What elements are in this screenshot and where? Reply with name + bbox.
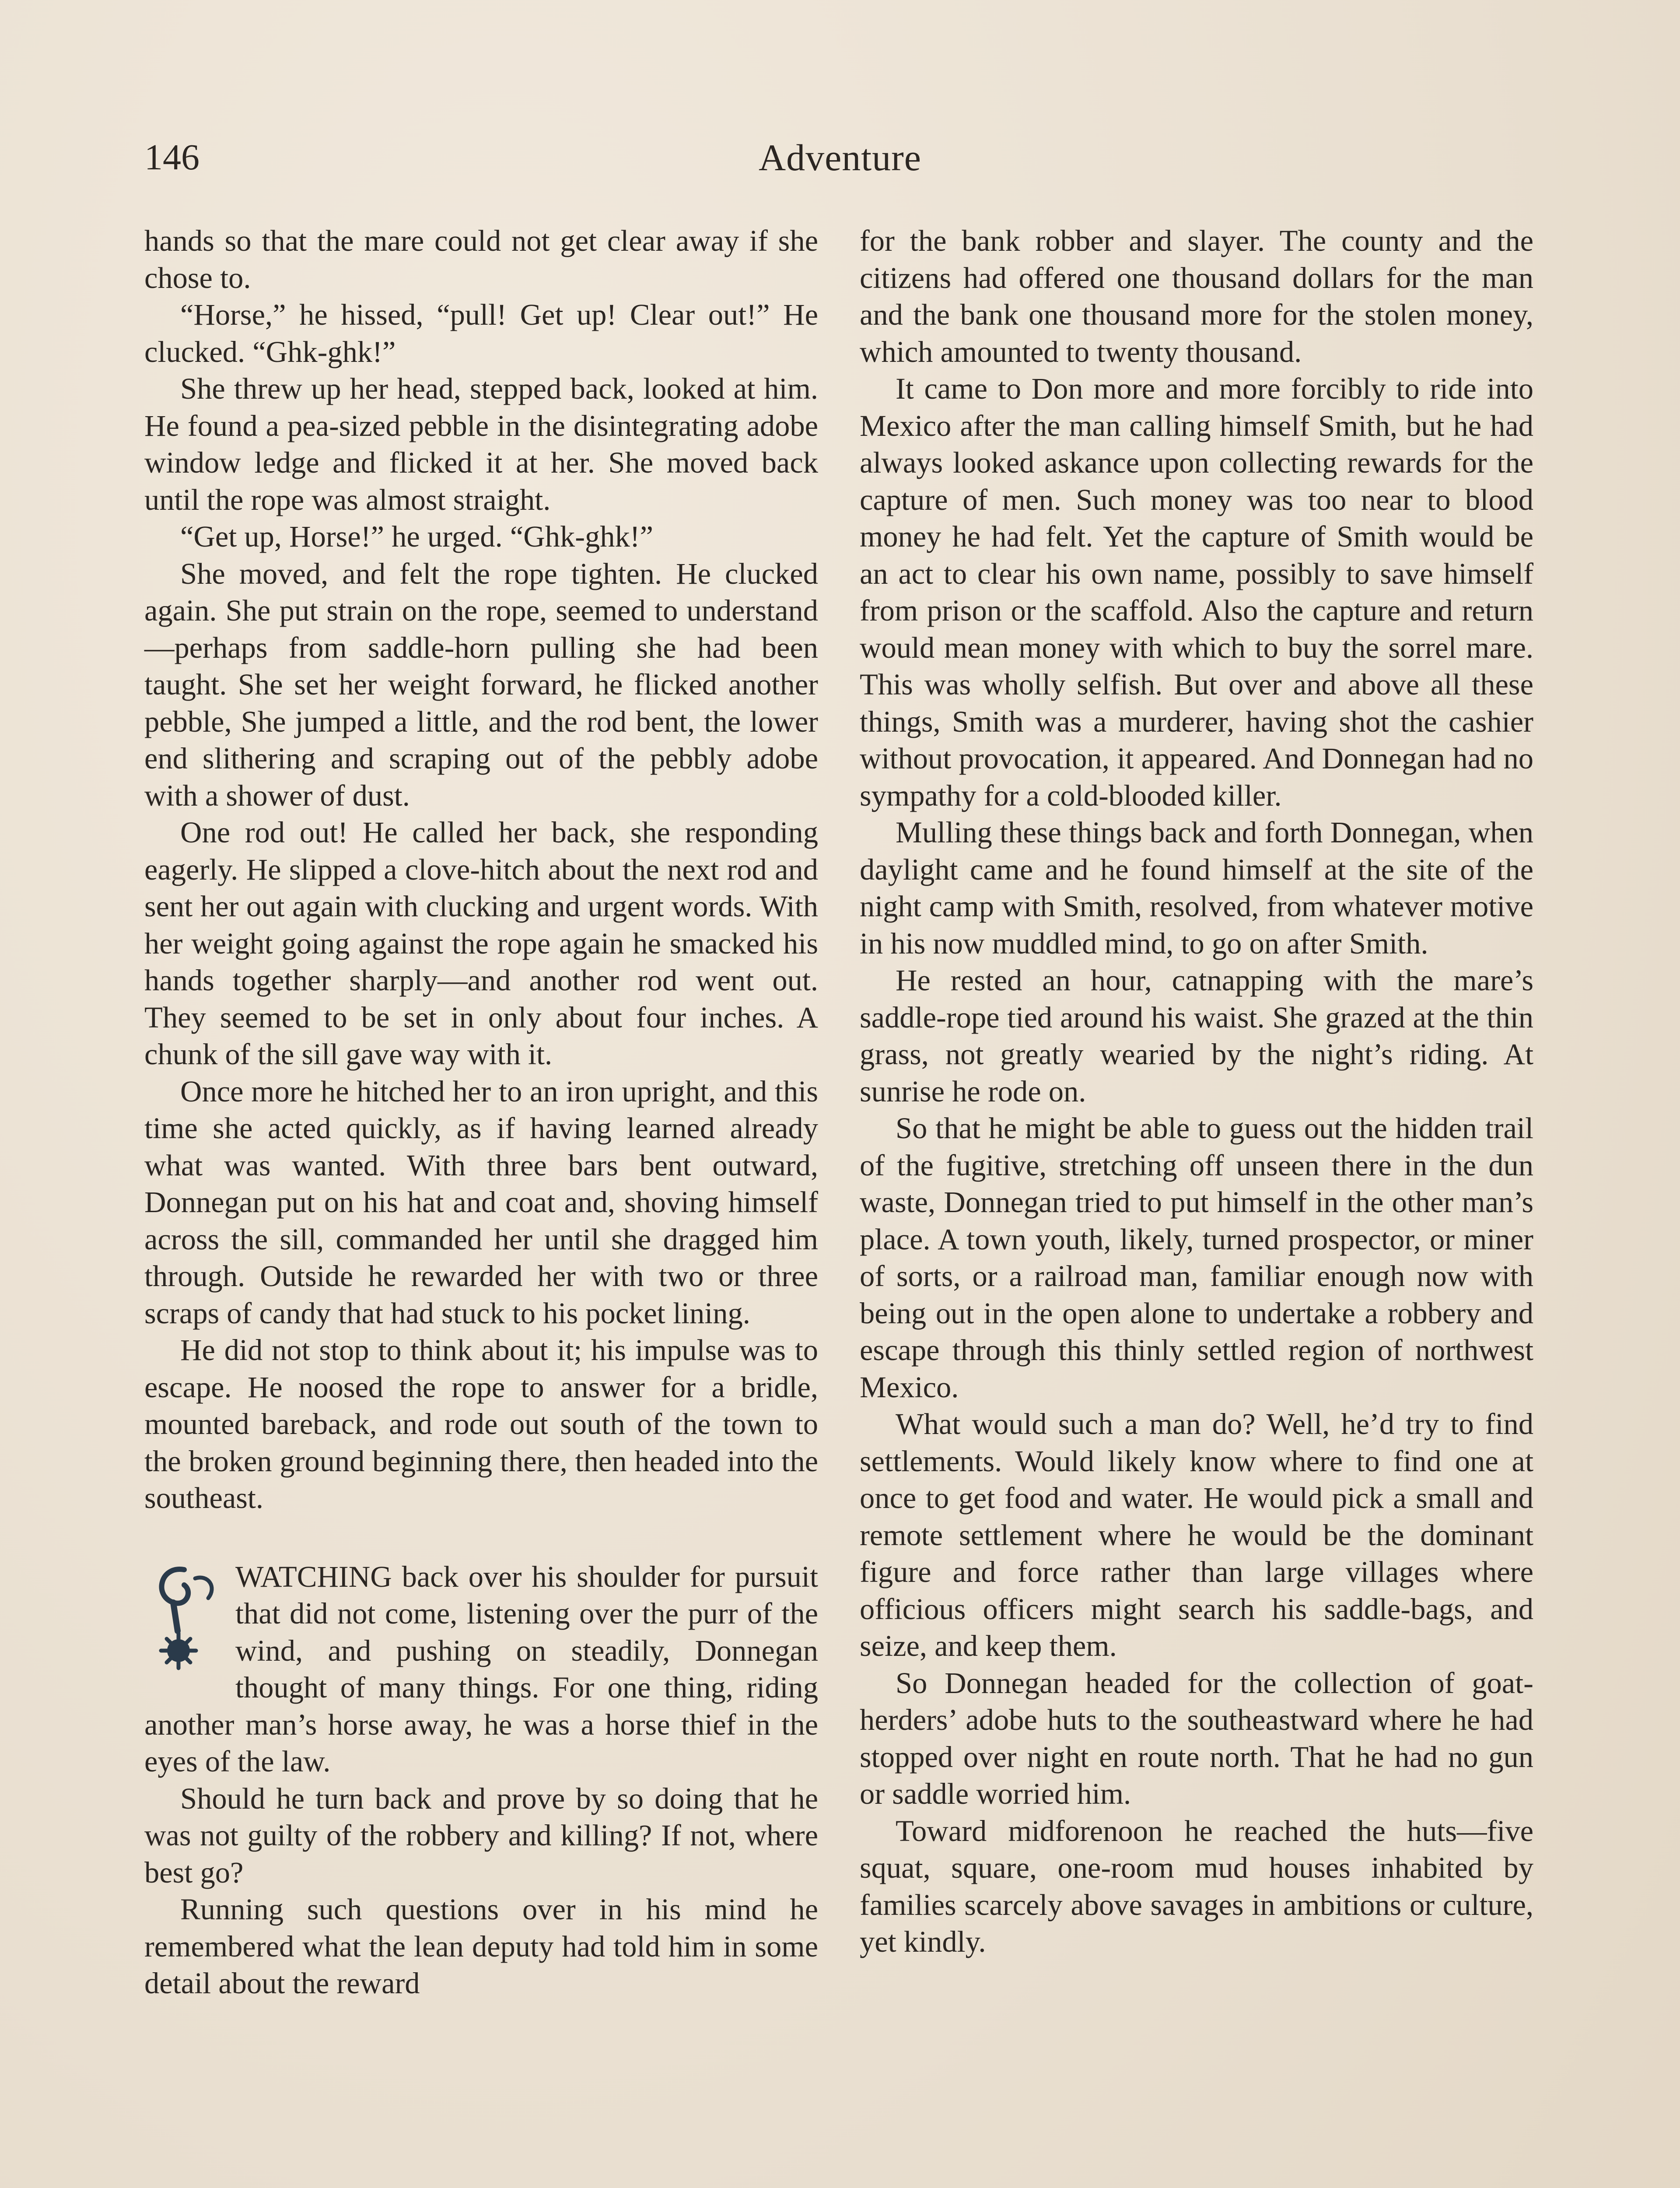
page-header <box>144 131 1536 193</box>
paragraph: He rested an hour, catnapping with the mare’s saddle-rope tied around his waist. She grazed at the thin grass, not greatly wearied by the night’s riding. At sunrise he rode on. <box>860 964 1533 1108</box>
paragraph: hands so that the mare could not get clear away if she chose to. <box>144 224 818 295</box>
paragraph: Should he turn back and prove by so doing that he was not guilty of the robbery and killing? If not, where best go? <box>144 1781 818 1889</box>
paragraph: Running such questions over in his mind he remembered what the lean deputy had told him in some detail about the reward <box>144 1893 818 2000</box>
paragraph: So that he might be able to guess out the hidden trail of the fugitive, stretching off unseen there in the dun waste, Donnegan tried to put himself in the other man’s place. A town youth, likely, turned prospector, or miner of sorts, or a railroad man, familiar enough now with being out in the open alone to undertake a robbery and escape through this thinly settled region of northwest Mexico. <box>860 1112 1533 1404</box>
left-column <box>144 222 818 2002</box>
paragraph: She threw up her head, stepped back, looked at him. He found a pea-sized pebble in the disintegrating adobe window ledge and flicked it at her. She moved back until the rope was almost straight. <box>144 372 818 516</box>
right-column <box>860 222 1533 1960</box>
paragraph: So Donnegan headed for the collection of goat-herders’ adobe huts to the southeastward where he had stopped over night en route north. That he had no gun or saddle worried him. <box>860 1666 1533 1810</box>
page-number: 146 <box>144 137 200 178</box>
paragraph: What would such a man do? Well, he’d try to find settlements. Would likely know where to find one at once to get food and water. He would pick a small and remote settlement where he would be the dominant figure and force rather than large villages where officious officers might search his saddle-bags, and seize, and keep them. <box>860 1407 1533 1662</box>
paragraph: It came to Don more and more forcibly to ride into Mexico after the man calling himself Smith, but he had always looked askance upon collecting rewards for the capture of men. Such money was too near to blood money he had felt. Yet the capture of Smith would be an act to clear his own name, possibly to save himself from prison or the scaffold. Also the capture and return would mean money with which to buy the sorrel mare. This was wholly selfish. But over and above all these things, Smith was a murderer, having shot the cashier without provocation, it appeared. And Donnegan had no sympathy for a cold-blooded killer. <box>860 372 1533 812</box>
paragraph: Once more he hitched her to an iron upright, and this time she acted quickly, as if having learned already what was wanted. With three bars bent outward, Donnegan put on his hat and coat and, shoving himself across the sill, commanded her until she dragged him through. Outside he rewarded her with two or three scraps of candy that had stuck to his pocket lining. <box>144 1074 818 1330</box>
paragraph: Mulling these things back and forth Donnegan, when daylight came and he found himself at the site of the night camp with Smith, resolved, from whatever motive in his now muddled mind, to go on after Smith. <box>860 816 1533 960</box>
spur-drop-cap-icon <box>143 1561 226 1679</box>
magazine-title: Adventure <box>759 137 921 179</box>
paragraph: One rod out! He called her back, she responding eagerly. He slipped a clove-hitch about the next rod and sent her out again with clucking and urgent words. With her weight going against the rope again he smacked his hands together sharply—and another rod went out. They seemed to be set in only about four inches. A chunk of the sill gave way with it. <box>144 816 818 1071</box>
section-opening-text: WATCHING back over his shoulder for pursuit that did not come, listening over the purr of the wind, and pushing on steadily, Donnegan thought of many things. For one thing, riding another man’s horse away, he was a horse thief in the eyes of the law. <box>144 1560 818 1778</box>
section-opening-paragraph <box>144 1558 818 1780</box>
paragraph: “Horse,” he hissed, “pull! Get up! Clear out!” He clucked. “Ghk-ghk!” <box>144 298 818 368</box>
paragraph: He did not stop to think about it; his impulse was to escape. He noosed the rope to answer for a bridle, mounted bareback, and rode out south of the town to the broken ground beginning there, then headed into the southeast. <box>144 1333 818 1515</box>
paragraph: for the bank robber and slayer. The county and the citizens had offered one thousand dollars for the man and the bank one thousand more for the stolen money, which amounted to twenty thousand. <box>860 224 1533 368</box>
paragraph: Toward midforenoon he reached the huts—five squat, square, one-room mud houses inhabited by families scarcely above savages in ambitions or culture, yet kindly. <box>860 1814 1533 1958</box>
paragraph: She moved, and felt the rope tighten. He clucked again. She put strain on the rope, seemed to understand—perhaps from saddle-horn pulling she had been taught. She set her weight forward, he flicked another pebble, She jumped a little, and the rod bent, the lower end slithering and scraping out of the pebbly adobe with a shower of dust. <box>144 557 818 812</box>
paragraph: “Get up, Horse!” he urged. “Ghk-ghk!” <box>180 520 654 553</box>
section-break <box>144 1517 818 1558</box>
